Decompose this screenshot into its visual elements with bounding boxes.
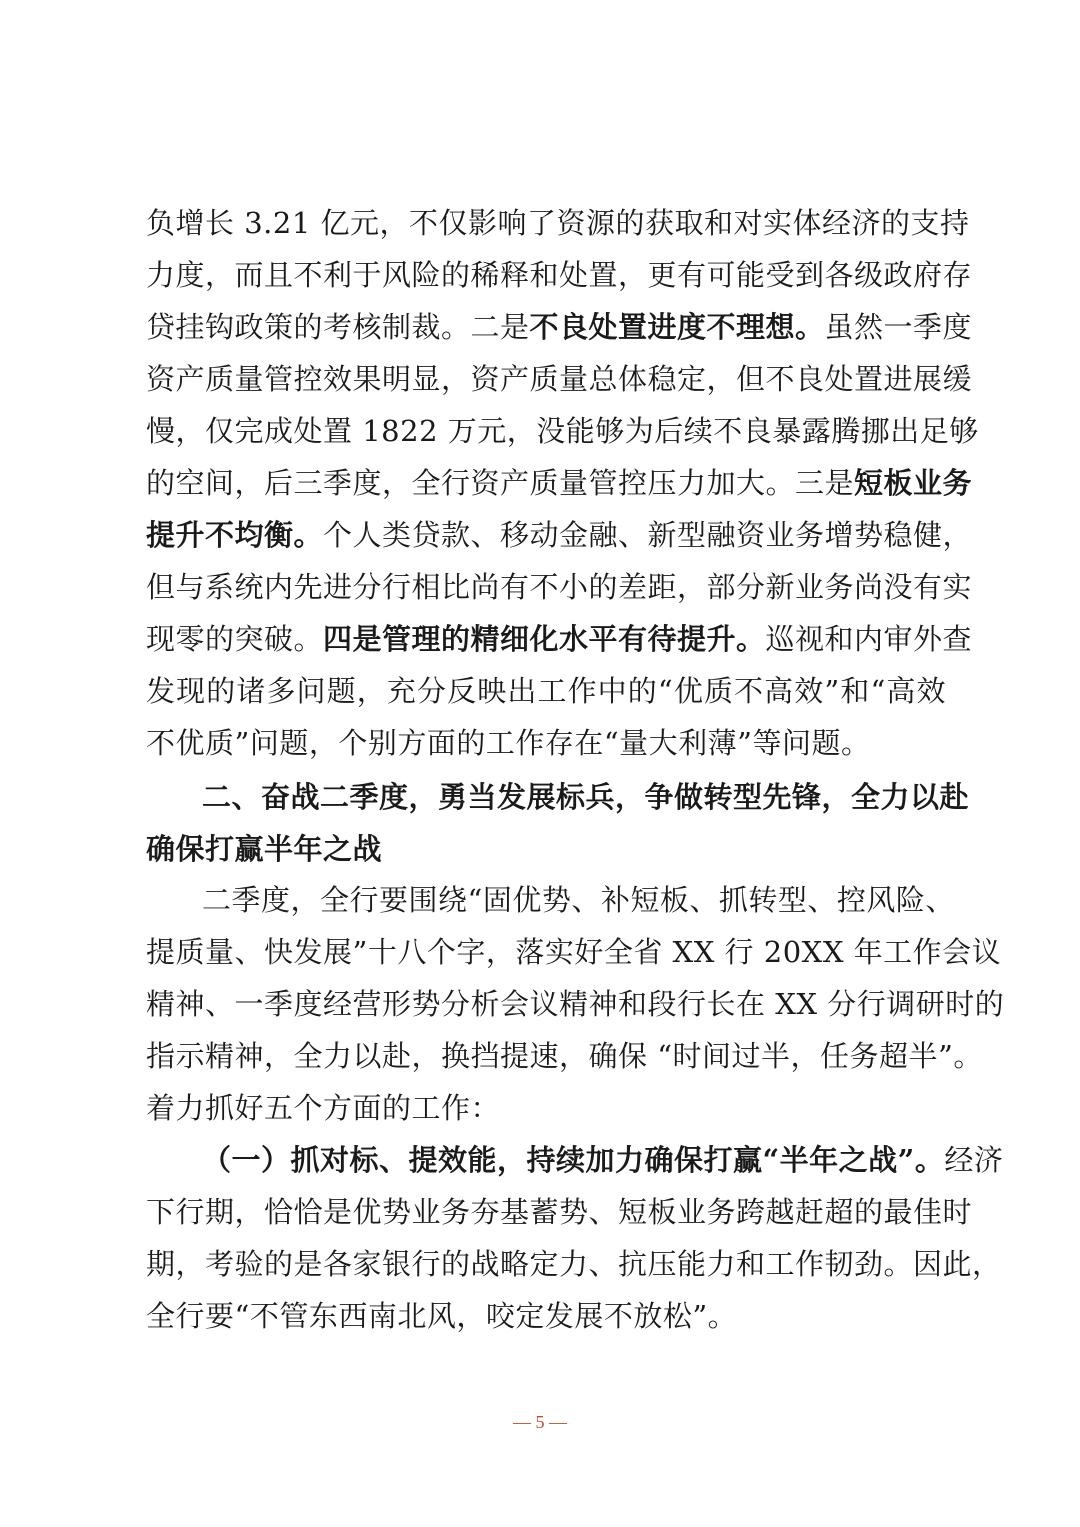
text-line (146, 619, 973, 659)
text-segment: 提质量、快发展”十八个字，落实好全省 XX 行 20XX 年工作会议 (146, 935, 1002, 969)
text-segment: 资产质量管控效果明显，资产质量总体稳定，但不良处置进展缓 (146, 362, 973, 396)
text-segment: 不优质”问题，个别方面的工作存在“量大利薄”等问题。 (146, 726, 871, 760)
text-line (146, 203, 970, 243)
text-line (146, 671, 946, 711)
text-line (146, 723, 946, 763)
text-segment: 贷挂钩政策的考核制裁。二是 (146, 310, 530, 344)
bold-text-segment: 短板业务 (854, 466, 973, 500)
text-segment: 个人类贷款、移动金融、新型融资业务增势稳健， (323, 518, 973, 552)
bold-text-segment: （一）抓对标、提效能，持续加力确保打赢“半年之战”。 (202, 1143, 945, 1177)
text-segment: 巡视和内审外查 (765, 622, 973, 656)
text-segment: 现零的突破。 (146, 622, 324, 656)
text-segment: 慢，仅完成处置 1822 万元，没能够为后续不良暴露腾挪出足够 (146, 414, 979, 448)
text-line (146, 567, 973, 607)
text-line (146, 1244, 1002, 1284)
text-line (202, 1140, 1004, 1180)
text-line (146, 411, 979, 451)
text-line (146, 1296, 946, 1336)
text-segment: 二季度，全行要围绕“固优势、补短板、抓转型、控风险、 (202, 883, 955, 917)
text-segment: 经济 (944, 1143, 1004, 1177)
text-line (202, 880, 955, 920)
text-segment: 负增长 3.21 亿元，不仅影响了资源的获取和对实体经济的支持 (146, 206, 970, 240)
text-line (146, 515, 973, 555)
text-line (146, 359, 973, 399)
text-line (146, 307, 973, 347)
text-segment: 但与系统内先进分行相比尚有不小的差距，部分新业务尚没有实 (146, 570, 973, 604)
text-line (146, 932, 1002, 972)
text-line (202, 777, 970, 817)
bold-text-segment: 提升不均衡。 (146, 518, 324, 552)
bold-text-segment: 四是管理的精细化水平有待提升。 (323, 622, 766, 656)
text-line (146, 1088, 946, 1128)
text-segment: 精神、一季度经营形势分析会议精神和段行长在 XX 分行调研时的 (146, 987, 1005, 1021)
text-segment: 力度，而且不利于风险的稀释和处置，更有可能受到各级政府存 (146, 258, 973, 292)
bold-text-segment: 不良处置进度不理想。 (529, 310, 825, 344)
text-line (146, 1036, 983, 1076)
text-line (146, 255, 973, 295)
text-segment: 发现的诸多问题，充分反映出工作中的“优质不高效”和“高效 (146, 674, 946, 708)
text-line (146, 1192, 973, 1232)
bold-text-segment: 二、奋战二季度，勇当发展标兵，争做转型先锋，全力以赴 (202, 780, 970, 814)
text-segment: 下行期，恰恰是优势业务夯基蓄势、短板业务跨越赶超的最佳时 (146, 1195, 973, 1229)
text-line (146, 463, 973, 503)
page-number: — 5 — (513, 1412, 567, 1432)
text-segment: 期，考验的是各家银行的战略定力、抗压能力和工作韧劲。因此， (146, 1247, 1002, 1281)
text-segment: 虽然一季度 (824, 310, 973, 344)
text-segment: 指示精神，全力以赴，换挡提速，确保 “时间过半，任务超半”。 (146, 1039, 983, 1073)
text-line (146, 829, 946, 869)
text-segment: 着力抓好五个方面的工作： (146, 1091, 501, 1125)
text-line (146, 984, 1005, 1024)
text-segment: 全行要“不管东西南北风，咬定发展不放松”。 (146, 1299, 738, 1333)
bold-text-segment: 确保打赢半年之战 (146, 832, 383, 866)
text-segment: 的空间，后三季度，全行资产质量管控压力加大。三是 (146, 466, 855, 500)
